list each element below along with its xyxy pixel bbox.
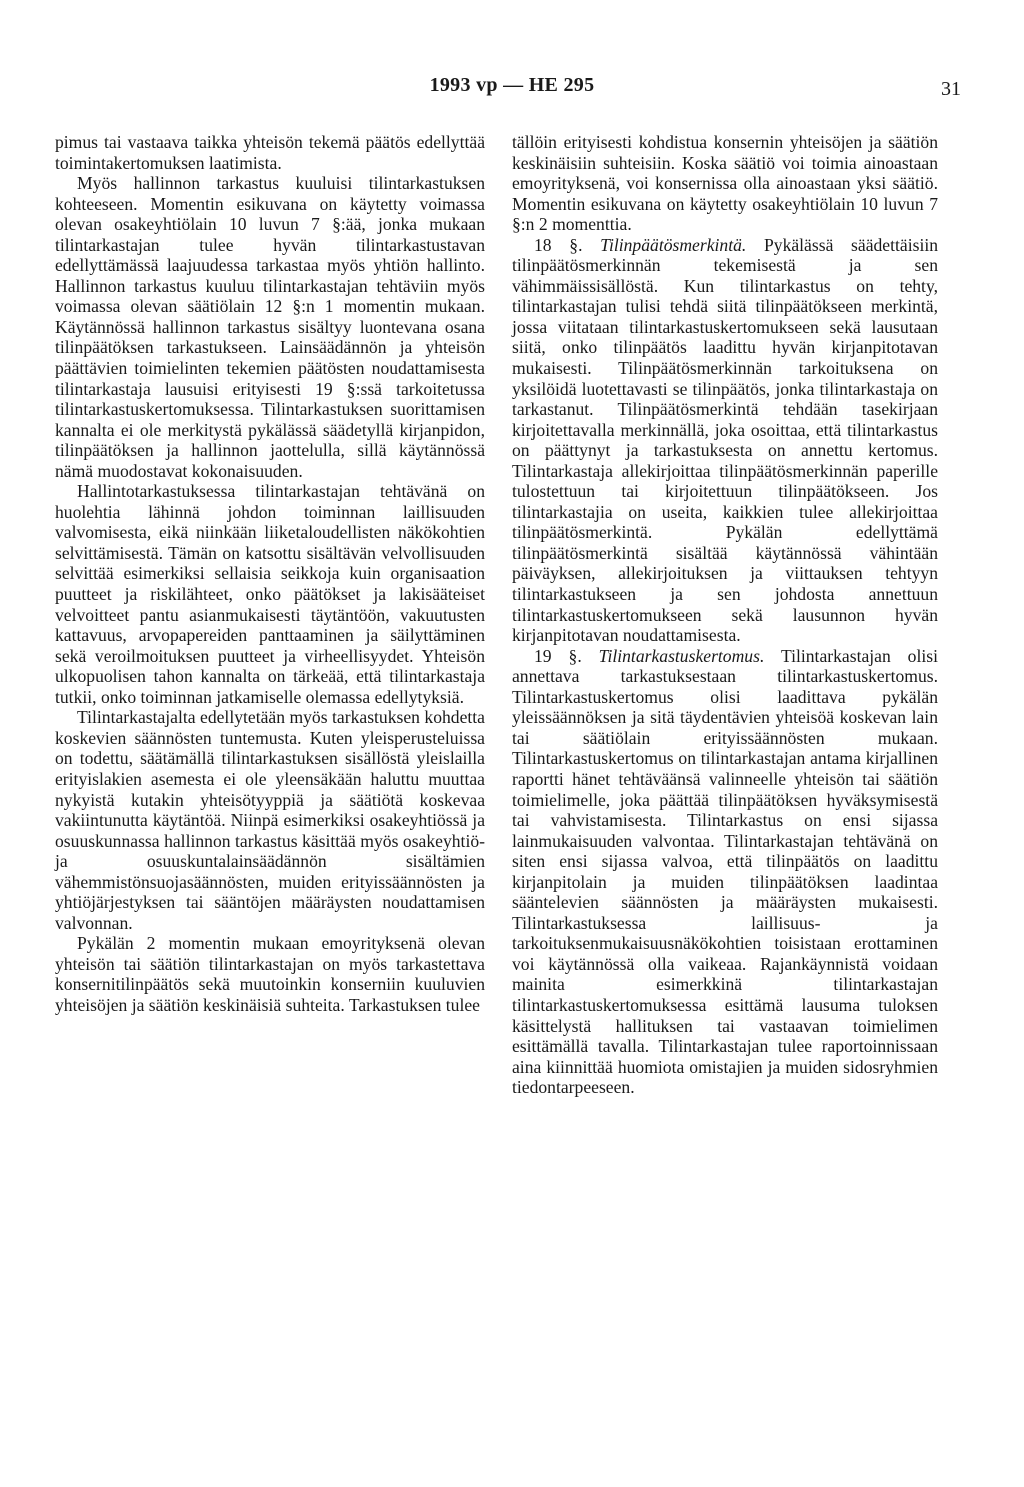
left-column bbox=[55, 132, 485, 1016]
right-column bbox=[512, 132, 938, 1098]
section-19-paragraph bbox=[512, 646, 938, 1098]
document-title: 1993 vp — HE 295 bbox=[429, 74, 595, 96]
section-19-number: 19 §. bbox=[534, 645, 582, 666]
section-18-title: Tilinpäätösmerkintä. bbox=[600, 234, 747, 255]
section-19-body: Tilintarkastajan olisi annettava tarkastuksestaan tilintarkastuskertomus. Tilintarkastuskertomus olisi laadittava pykälän yleissäännöksen ja sitä täydentävien yhteisöä koskevan lain tai säätiölain erityissäännösten mukaan. Tilintarkastuskertomus on tilintarkastajan antama kirjallinen raportti hänet tehtäväänsä valinneelle yhteisön tai säätiön toimielimelle, joka päättää tilinpäätöksen hyväksymisestä tai vahvistamisesta. Tilintarkastus on ensi sijassa lainmukaisuuden valvontaa. Tilintarkastajan tehtävänä on siten ensi sijassa valvoa, että tilinpäätös on laadittu kirjanpitolain ja muiden tilinpäätöksen laadintaa sääntelevien säännösten ja määräysten mukaisesti. Tilintarkastuksessa laillisuus- ja tarkoituksenmukaisuusnäkökohtien toisistaan erottaminen voi käytännössä olla vaikeaa. Rajankäynnistä voidaan mainita esimerkkinä tilintarkastajan tilintarkastuskertomuksessa esittämä lausuma tuloksen käsittelystä hallituksen tai vastaavan toimielimen esittämällä tavalla. Tilintarkastajan tulee raportoinnissaan aina kiinnittää huomiota omistajien ja muiden sidosryhmien tiedontarpeeseen. bbox=[512, 645, 938, 1098]
paragraph: tällöin erityisesti kohdistua konsernin yhteisöjen ja säätiön keskinäisiin suhteisiin. Koska säätiö voi toimia ainoastaan emoyrityksenä, voi konsernissa olla ainoastaan yksi säätiö. Momentin esikuvana on käytetty osakeyhtiölain 10 luvun 7 §:n 2 momenttia. bbox=[512, 132, 938, 235]
paragraph: Pykälän 2 momentin mukaan emoyrityksenä olevan yhteisön tai säätiön tilintarkastajan on myös tarkastettava konsernitilinpäätös sekä muutoinkin konserniin kuuluvien yhteisöjen ja säätiön keskinäisiä suhteita. Tarkastuksen tulee bbox=[55, 933, 485, 1015]
paragraph: pimus tai vastaava taikka yhteisön tekemä päätös edellyttää toimintakertomuksen laatimista. bbox=[55, 132, 485, 173]
section-19-title: Tilintarkastuskertomus. bbox=[598, 645, 765, 666]
page-number: 31 bbox=[941, 78, 961, 100]
section-18-number: 18 §. bbox=[534, 234, 583, 255]
section-18-paragraph bbox=[512, 235, 938, 646]
page-header bbox=[0, 74, 1024, 104]
paragraph: Tilintarkastajalta edellytetään myös tarkastuksen kohdetta koskevien säännösten tuntemusta. Kuten yleisperusteluissa on todettu, säätämällä tilintarkastuksen sisällöstä yleislailla erityislakien asemesta ei ole yleensäkään haluttu muuttaa nykyistä kutakin yhteisötyyppiä ja säätiötä koskevaa vakiintunutta käytäntöä. Niinpä esimerkiksi osakeyhtiössä ja osuuskunnassa hallinnon tarkastus käsittää myös osakeyhtiö- ja osuuskuntalainsäädännön sisältämien vähemmistönsuojasäännösten, muiden erityissäännösten ja yhtiöjärjestyksen tai sääntöjen määräysten noudattamisen valvonnan. bbox=[55, 707, 485, 933]
paragraph: Hallintotarkastuksessa tilintarkastajan tehtävänä on huolehtia lähinnä johdon toiminnan laillisuuden valvomisesta, eikä niinkään liiketaloudellisten näkökohtien selvittämisestä. Tämän on katsottu sisältävän velvollisuuden selvittää esimerkiksi sellaisia seikkoja kuin organisaation puutteet ja riskilähteet, onko päätökset ja lakisääteiset velvoitteet pantu asianmukaisesti täytäntöön, vakuutusten kattavuus, arvopapereiden panttaaminen ja säilyttäminen sekä veroilmoituksen puutteet ja virheellisyydet. Yhteisön ulkopuolisen tahon kannalta on tärkeää, että tilintarkastaja tutkii, onko toiminnan jatkamiselle olemassa edellytyksiä. bbox=[55, 481, 485, 707]
section-18-body: Pykälässä säädettäisiin tilinpäätösmerkinnän tekemisestä ja sen vähimmäissisällöstä. Kun tilintarkastus on tehty, tilintarkastajan tulisi tehdä siitä tilinpäätökseen merkintä, jossa viitataan tilintarkastuskertomukseen sekä lausutaan siitä, onko tilinpäätös laadittu hyvän kirjanpitotavan mukaisesti. Tilinpäätösmerkinnän tarkoituksena on yksilöidä luotettavasti se tilinpäätös, jonka tilintarkastaja on tarkastanut. Tilinpäätösmerkintä tehdään tasekirjaan kirjoitettavalla merkinnällä, joka osoittaa, että tilintarkastus on päättynyt ja tarkastuksesta on annettu kertomus. Tilintarkastaja allekirjoittaa tilinpäätösmerkinnän paperille tulostettuun tai kirjoitettuun tilinpäätökseen. Jos tilintarkastajia on useita, kaikkien tulee allekirjoittaa tilinpäätösmerkintä. Pykälän edellyttämä tilinpäätösmerkintä sisältää käytännössä vähintään päiväyksen, allekirjoituksen ja viittauksen tehtyyn tilintarkastukseen ja sen johdosta annettuun tilintarkastuskertomukseen sekä lausunnon hyvän kirjanpitotavan noudattamisesta. bbox=[512, 234, 939, 646]
paragraph: Myös hallinnon tarkastus kuuluisi tilintarkastuksen kohteeseen. Momentin esikuvana on käytetty voimassa olevan osakeyhtiölain 10 luvun 7 §:ää, jonka mukaan tilintarkastajan tulee hyvän tilintarkastustavan edellyttämässä laajuudessa tarkastaa myös yhtiön hallinto. Hallinnon tarkastus kuuluu tilintarkastajan tehtäviin myös voimassa olevan säätiölain 12 §:n 1 momentin mukaan. Käytännössä hallinnon tarkastus sisältyy luontevana osana tilinpäätöksen tarkastukseen. Lainsäädännön ja yhteisön päättävien toimielinten tekemien päätösten noudattamisesta tilintarkastaja lausuisi erityisesti 19 §:ssä tarkoitetussa tilintarkastuskertomuksessa. Tilintarkastuksen suorittamisen kannalta ei ole merkitystä pykälässä säädetyllä kirjanpidon, tilinpäätöksen ja hallinnon jaottelulla, sillä käytännössä nämä muodostavat kokonaisuuden. bbox=[55, 173, 485, 481]
